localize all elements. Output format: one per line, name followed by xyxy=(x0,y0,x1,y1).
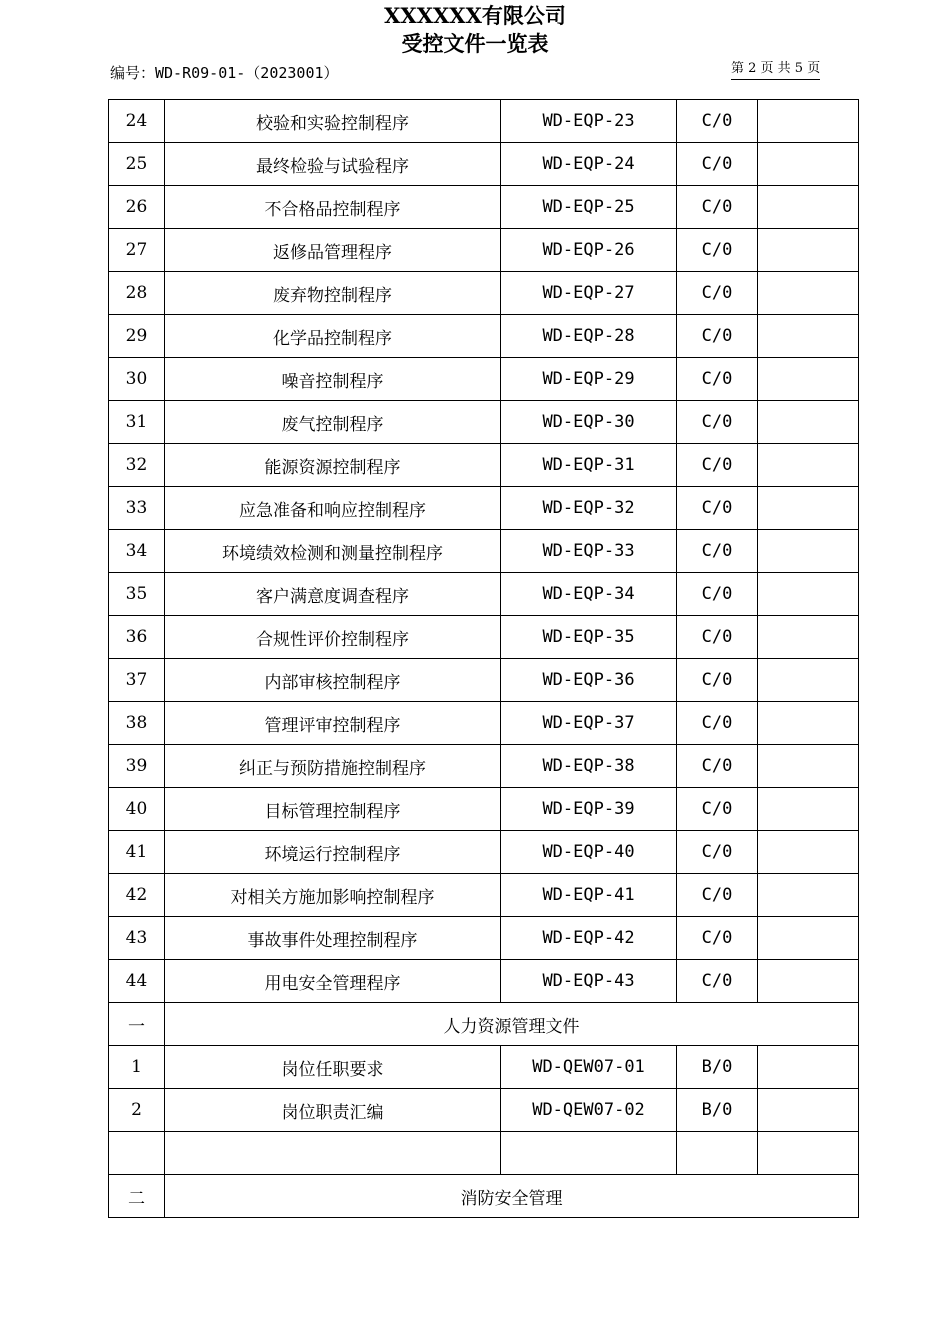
document-code: WD-QEW07-01 xyxy=(501,1046,677,1089)
document-version: B/0 xyxy=(677,1089,758,1132)
page-indicator: 第 2 页 共 5 页 xyxy=(731,60,820,80)
row-number: 36 xyxy=(109,616,165,659)
table-row xyxy=(109,487,859,530)
document-name: 内部审核控制程序 xyxy=(165,659,501,702)
table-row xyxy=(109,315,859,358)
row-number: 44 xyxy=(109,960,165,1003)
document-code: WD-EQP-34 xyxy=(501,573,677,616)
document-name: 客户满意度调查程序 xyxy=(165,573,501,616)
table-row xyxy=(109,1089,859,1132)
row-number: 24 xyxy=(109,100,165,143)
table-row xyxy=(109,444,859,487)
document-name: 应急准备和响应控制程序 xyxy=(165,487,501,530)
document-remark xyxy=(758,272,859,315)
document-name: 噪音控制程序 xyxy=(165,358,501,401)
document-title: 受控文件一览表 xyxy=(401,31,549,56)
document-version: C/0 xyxy=(677,100,758,143)
table-row xyxy=(109,745,859,788)
document-name: 校验和实验控制程序 xyxy=(165,100,501,143)
document-remark xyxy=(758,917,859,960)
document-name: 最终检验与试验程序 xyxy=(165,143,501,186)
document-remark xyxy=(758,444,859,487)
document-code: WD-EQP-40 xyxy=(501,831,677,874)
document-code: WD-EQP-31 xyxy=(501,444,677,487)
document-remark xyxy=(758,100,859,143)
document-name: 环境绩效检测和测量控制程序 xyxy=(165,530,501,573)
document-version: C/0 xyxy=(677,960,758,1003)
document-version: C/0 xyxy=(677,530,758,573)
table-row xyxy=(109,272,859,315)
document-version: C/0 xyxy=(677,874,758,917)
table-row xyxy=(109,960,859,1003)
row-number: 35 xyxy=(109,573,165,616)
document-name: 管理评审控制程序 xyxy=(165,702,501,745)
document-version: C/0 xyxy=(677,702,758,745)
document-remark xyxy=(758,1089,859,1132)
table-row xyxy=(109,358,859,401)
document-remark xyxy=(758,229,859,272)
document-remark xyxy=(758,401,859,444)
document-code: WD-EQP-26 xyxy=(501,229,677,272)
document-remark xyxy=(758,831,859,874)
row-number: 40 xyxy=(109,788,165,831)
document-version: C/0 xyxy=(677,573,758,616)
document-name: 能源资源控制程序 xyxy=(165,444,501,487)
document-name: 化学品控制程序 xyxy=(165,315,501,358)
document-version: C/0 xyxy=(677,659,758,702)
section-title: 人力资源管理文件 xyxy=(165,1003,859,1046)
document-remark xyxy=(758,616,859,659)
row-number: 34 xyxy=(109,530,165,573)
document-name: 对相关方施加影响控制程序 xyxy=(165,874,501,917)
document-code: WD-EQP-29 xyxy=(501,358,677,401)
table-row xyxy=(109,1132,859,1175)
document-version: C/0 xyxy=(677,831,758,874)
row-number: 41 xyxy=(109,831,165,874)
table-row xyxy=(109,143,859,186)
row-number: 31 xyxy=(109,401,165,444)
document-remark xyxy=(758,487,859,530)
document-name: 废气控制程序 xyxy=(165,401,501,444)
document-remark xyxy=(758,530,859,573)
document-version: C/0 xyxy=(677,229,758,272)
row-number: 38 xyxy=(109,702,165,745)
document-code: WD-EQP-35 xyxy=(501,616,677,659)
document-remark xyxy=(758,315,859,358)
section-title: 消防安全管理 xyxy=(165,1175,859,1218)
row-number: 42 xyxy=(109,874,165,917)
document-code: WD-EQP-41 xyxy=(501,874,677,917)
document-code: WD-EQP-36 xyxy=(501,659,677,702)
document-code xyxy=(501,1132,677,1175)
document-name: 废弃物控制程序 xyxy=(165,272,501,315)
table-row xyxy=(109,100,859,143)
document-code: WD-EQP-32 xyxy=(501,487,677,530)
document-version: C/0 xyxy=(677,143,758,186)
document-code: WD-EQP-42 xyxy=(501,917,677,960)
section-row xyxy=(109,1175,859,1218)
document-version: C/0 xyxy=(677,616,758,659)
document-name: 不合格品控制程序 xyxy=(165,186,501,229)
row-number: 27 xyxy=(109,229,165,272)
company-name: XXXXXX有限公司 xyxy=(384,3,566,28)
document-remark xyxy=(758,745,859,788)
document-version xyxy=(677,1132,758,1175)
document-remark xyxy=(758,960,859,1003)
row-number: 25 xyxy=(109,143,165,186)
document-version: C/0 xyxy=(677,487,758,530)
table-row xyxy=(109,659,859,702)
document-name xyxy=(165,1132,501,1175)
document-name: 用电安全管理程序 xyxy=(165,960,501,1003)
document-version: C/0 xyxy=(677,444,758,487)
table-row xyxy=(109,401,859,444)
table-row xyxy=(109,530,859,573)
document-code: WD-EQP-43 xyxy=(501,960,677,1003)
document-code: WD-EQP-30 xyxy=(501,401,677,444)
document-remark xyxy=(758,874,859,917)
row-number: 29 xyxy=(109,315,165,358)
row-number: 33 xyxy=(109,487,165,530)
row-number: 32 xyxy=(109,444,165,487)
document-name: 岗位任职要求 xyxy=(165,1046,501,1089)
document-version: C/0 xyxy=(677,401,758,444)
table-row xyxy=(109,917,859,960)
row-number: 37 xyxy=(109,659,165,702)
document-code: WD-EQP-33 xyxy=(501,530,677,573)
row-number: 43 xyxy=(109,917,165,960)
table-row xyxy=(109,186,859,229)
table-row xyxy=(109,702,859,745)
document-version: C/0 xyxy=(677,788,758,831)
document-name: 环境运行控制程序 xyxy=(165,831,501,874)
document-code: WD-EQP-23 xyxy=(501,100,677,143)
row-number: 39 xyxy=(109,745,165,788)
document-code: WD-EQP-24 xyxy=(501,143,677,186)
table-row xyxy=(109,788,859,831)
document-code: WD-EQP-39 xyxy=(501,788,677,831)
document-remark xyxy=(758,1046,859,1089)
document-version: C/0 xyxy=(677,272,758,315)
document-name: 事故事件处理控制程序 xyxy=(165,917,501,960)
table-row xyxy=(109,831,859,874)
document-name: 目标管理控制程序 xyxy=(165,788,501,831)
document-code: WD-EQP-37 xyxy=(501,702,677,745)
document-name: 返修品管理程序 xyxy=(165,229,501,272)
row-number: 28 xyxy=(109,272,165,315)
table-row xyxy=(109,616,859,659)
document-version: C/0 xyxy=(677,917,758,960)
section-number: 二 xyxy=(109,1175,165,1218)
table-row xyxy=(109,1046,859,1089)
row-number: 30 xyxy=(109,358,165,401)
document-remark xyxy=(758,702,859,745)
document-code: WD-EQP-28 xyxy=(501,315,677,358)
row-number xyxy=(109,1132,165,1175)
document-remark xyxy=(758,788,859,831)
controlled-documents-table xyxy=(108,99,859,1218)
document-version: C/0 xyxy=(677,745,758,788)
section-number: 一 xyxy=(109,1003,165,1046)
document-version: C/0 xyxy=(677,186,758,229)
document-code: WD-QEW07-02 xyxy=(501,1089,677,1132)
document-remark xyxy=(758,659,859,702)
document-remark xyxy=(758,186,859,229)
document-version: B/0 xyxy=(677,1046,758,1089)
document-remark xyxy=(758,358,859,401)
table-row xyxy=(109,229,859,272)
document-version: C/0 xyxy=(677,315,758,358)
row-number: 26 xyxy=(109,186,165,229)
section-row xyxy=(109,1003,859,1046)
row-number: 1 xyxy=(109,1046,165,1089)
document-remark xyxy=(758,143,859,186)
document-code: WD-EQP-38 xyxy=(501,745,677,788)
document-name: 岗位职责汇编 xyxy=(165,1089,501,1132)
document-number: 编号：WD-R09-01-（2023001） xyxy=(110,64,339,82)
document-version: C/0 xyxy=(677,358,758,401)
document-remark xyxy=(758,1132,859,1175)
document-name: 合规性评价控制程序 xyxy=(165,616,501,659)
document-remark xyxy=(758,573,859,616)
document-code: WD-EQP-27 xyxy=(501,272,677,315)
document-code: WD-EQP-25 xyxy=(501,186,677,229)
row-number: 2 xyxy=(109,1089,165,1132)
table-row xyxy=(109,573,859,616)
document-name: 纠正与预防措施控制程序 xyxy=(165,745,501,788)
table-row xyxy=(109,874,859,917)
